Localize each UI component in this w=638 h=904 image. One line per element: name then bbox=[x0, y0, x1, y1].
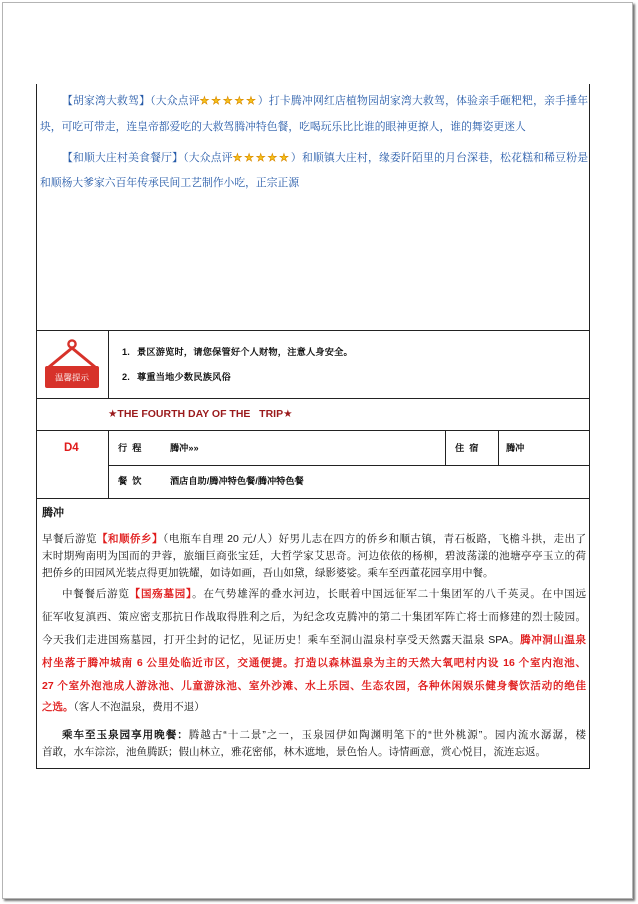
route-value: 腾冲»» bbox=[170, 443, 199, 453]
rating-prefix: （大众点评 bbox=[150, 95, 200, 107]
tip-number: 2. bbox=[122, 372, 131, 382]
tip-text: 尊重当地少数民族风俗 bbox=[137, 372, 231, 382]
dinner-lead: 乘车至玉泉园享用晚餐： bbox=[62, 729, 189, 741]
table-right-border bbox=[589, 84, 590, 769]
highlight-text: 村坐落于腾冲城南 6 公里处临近市区，交通便捷。打造以森林温泉为主的天然大氧吧村内设 16 个室内泡池、 bbox=[42, 657, 586, 669]
recommendation-line bbox=[62, 94, 588, 108]
paragraph-line bbox=[42, 610, 586, 624]
badge-hanger-icon bbox=[49, 348, 95, 367]
day-code: D4 bbox=[64, 442, 79, 454]
paragraph-text: （客人不泡温泉，费用不退） bbox=[73, 701, 205, 713]
badge-label: 温馨提示 bbox=[54, 373, 90, 384]
paragraph-line bbox=[42, 745, 546, 759]
paragraph-line bbox=[42, 532, 586, 546]
meals-value: 酒店自助/腾冲特色餐/腾冲特色餐 bbox=[170, 476, 304, 486]
highlight-text: 27 个室外泡池成人游泳池、儿童游泳池、室外沙滩、水上乐园、生态农园，各种休闲娱乐健身餐饮活动的绝佳 bbox=[42, 680, 586, 692]
tip-text: 景区游览时，请您保管好个人财物，注意人身安全。 bbox=[137, 347, 353, 357]
recommendation-text: 打卡腾冲网红店植物园胡家湾大救驾，体验亲手砸粑粑，亲手捶年 bbox=[268, 95, 588, 107]
paragraph-text: 中餐餐后游览 bbox=[62, 588, 130, 600]
tips-column-divider bbox=[108, 330, 109, 398]
paragraph-text: （电瓶车自理 20 元/人）好男儿志在四方的侨乡和顺古镇，青石板路，飞檐斗拱，走出了 bbox=[162, 533, 587, 545]
paragraph-text: 今天我们走进国殇墓园，打开尘封的记忆，见证历史！乘车至洞山温泉村享受天然露天温泉 SPA。 bbox=[42, 634, 521, 646]
restaurant-name: 【胡家湾大救驾】 bbox=[62, 95, 151, 107]
paragraph-text: 末时期殉南明为国而的尹蓉，旅缅巨商张宝廷，大哲学家艾思奇。河边依依的杨柳，碧波荡漾的池塘亭亭玉立的荷 bbox=[42, 550, 586, 562]
recommendation-line bbox=[40, 176, 299, 190]
table-left-border bbox=[36, 84, 37, 769]
paragraph-line bbox=[42, 566, 494, 580]
paragraph-line bbox=[42, 700, 205, 714]
details-heading: 腾冲 bbox=[42, 507, 64, 519]
attraction-name: 【和顺侨乡】 bbox=[96, 533, 163, 545]
page-sheet bbox=[2, 2, 633, 899]
stay-value-divider bbox=[498, 430, 499, 465]
paragraph-text: 首敢，水车淙淙，池鱼腾跃；假山林立，雅花密郁，林木遮地，景色怡人。诗情画意，赏心悦目，流连忘返。 bbox=[42, 746, 546, 758]
stay-value: 腾冲 bbox=[506, 443, 525, 453]
day-banner: ★THE FOURTH DAY OF THE TRIP★ bbox=[108, 408, 293, 420]
rating-prefix: （大众点评 bbox=[183, 152, 233, 164]
paragraph-line bbox=[42, 549, 586, 563]
meals-label: 餐 饮 bbox=[118, 476, 142, 486]
paragraph-line bbox=[42, 656, 586, 670]
day-column-divider bbox=[108, 430, 109, 498]
table-row-divider bbox=[36, 498, 590, 499]
stay-column-divider bbox=[445, 430, 446, 465]
rating-suffix: ） bbox=[290, 152, 302, 164]
paragraph-text: 征军收复滇西、策应密支那抗日作战取得胜利之后，为纪念攻克腾冲的第二十集团军阵亡将士而修建的烈士陵园。 bbox=[42, 611, 586, 623]
restaurant-name: 【和顺大庄村美食餐厅】 bbox=[62, 152, 184, 164]
paragraph-line bbox=[62, 587, 586, 601]
recommendation-line bbox=[62, 151, 588, 165]
stay-label: 住 宿 bbox=[455, 443, 479, 453]
paragraph-text: 把侨乡的田园风光装点得更加铣耀，如诗如画，吾山如黛，绿影婆娑。乘车至西董花园享用中餐。 bbox=[42, 567, 494, 579]
recommendation-text: 和顺镇大庄村，缘委阡陌里的月台深巷，松花糕和稀豆粉是 bbox=[301, 152, 588, 164]
paragraph-line bbox=[42, 679, 586, 693]
highlight-text: 之选。 bbox=[42, 701, 74, 713]
paragraph-text: 早餐后游览 bbox=[42, 533, 97, 545]
recommendation-text: 块，可吃可带走，连皇帝都爱吃的大救驾腾冲特色餐，吃喝玩乐比比谁的眼神更撩人，谁的舞姿更迷人 bbox=[40, 121, 526, 133]
recommendation-line bbox=[40, 120, 526, 134]
paragraph-line bbox=[42, 633, 586, 647]
attraction-name: 【国殇墓园】 bbox=[129, 588, 193, 600]
table-row-divider bbox=[36, 398, 590, 399]
warm-tips-badge-icon bbox=[42, 338, 102, 390]
highlight-text: 腾冲洞山温泉 bbox=[520, 634, 587, 646]
table-row-divider bbox=[36, 430, 590, 431]
tip-number: 1. bbox=[122, 347, 131, 357]
rating-stars: ★★★★★ bbox=[232, 152, 291, 164]
recommendation-text: 和顺杨大爹家六百年传承民间工艺制作小吃，正宗正源 bbox=[40, 177, 300, 189]
rating-stars: ★★★★★ bbox=[199, 95, 258, 107]
paragraph-text: 。在气势雄浑的叠水河边，长眠着中国远征军二十集团军的八千英灵。在中国远 bbox=[192, 588, 587, 600]
table-bottom-border bbox=[36, 768, 590, 769]
rating-suffix: ） bbox=[257, 95, 269, 107]
paragraph-line bbox=[62, 728, 586, 742]
table-row-divider bbox=[36, 330, 590, 331]
paragraph-text: 腾越古“十二景”之一，玉泉园伊如陶渊明笔下的“世外桃源”。园内流水潺潺，楼 bbox=[188, 729, 586, 741]
table-row-divider bbox=[108, 465, 590, 466]
route-label: 行 程 bbox=[118, 443, 142, 453]
